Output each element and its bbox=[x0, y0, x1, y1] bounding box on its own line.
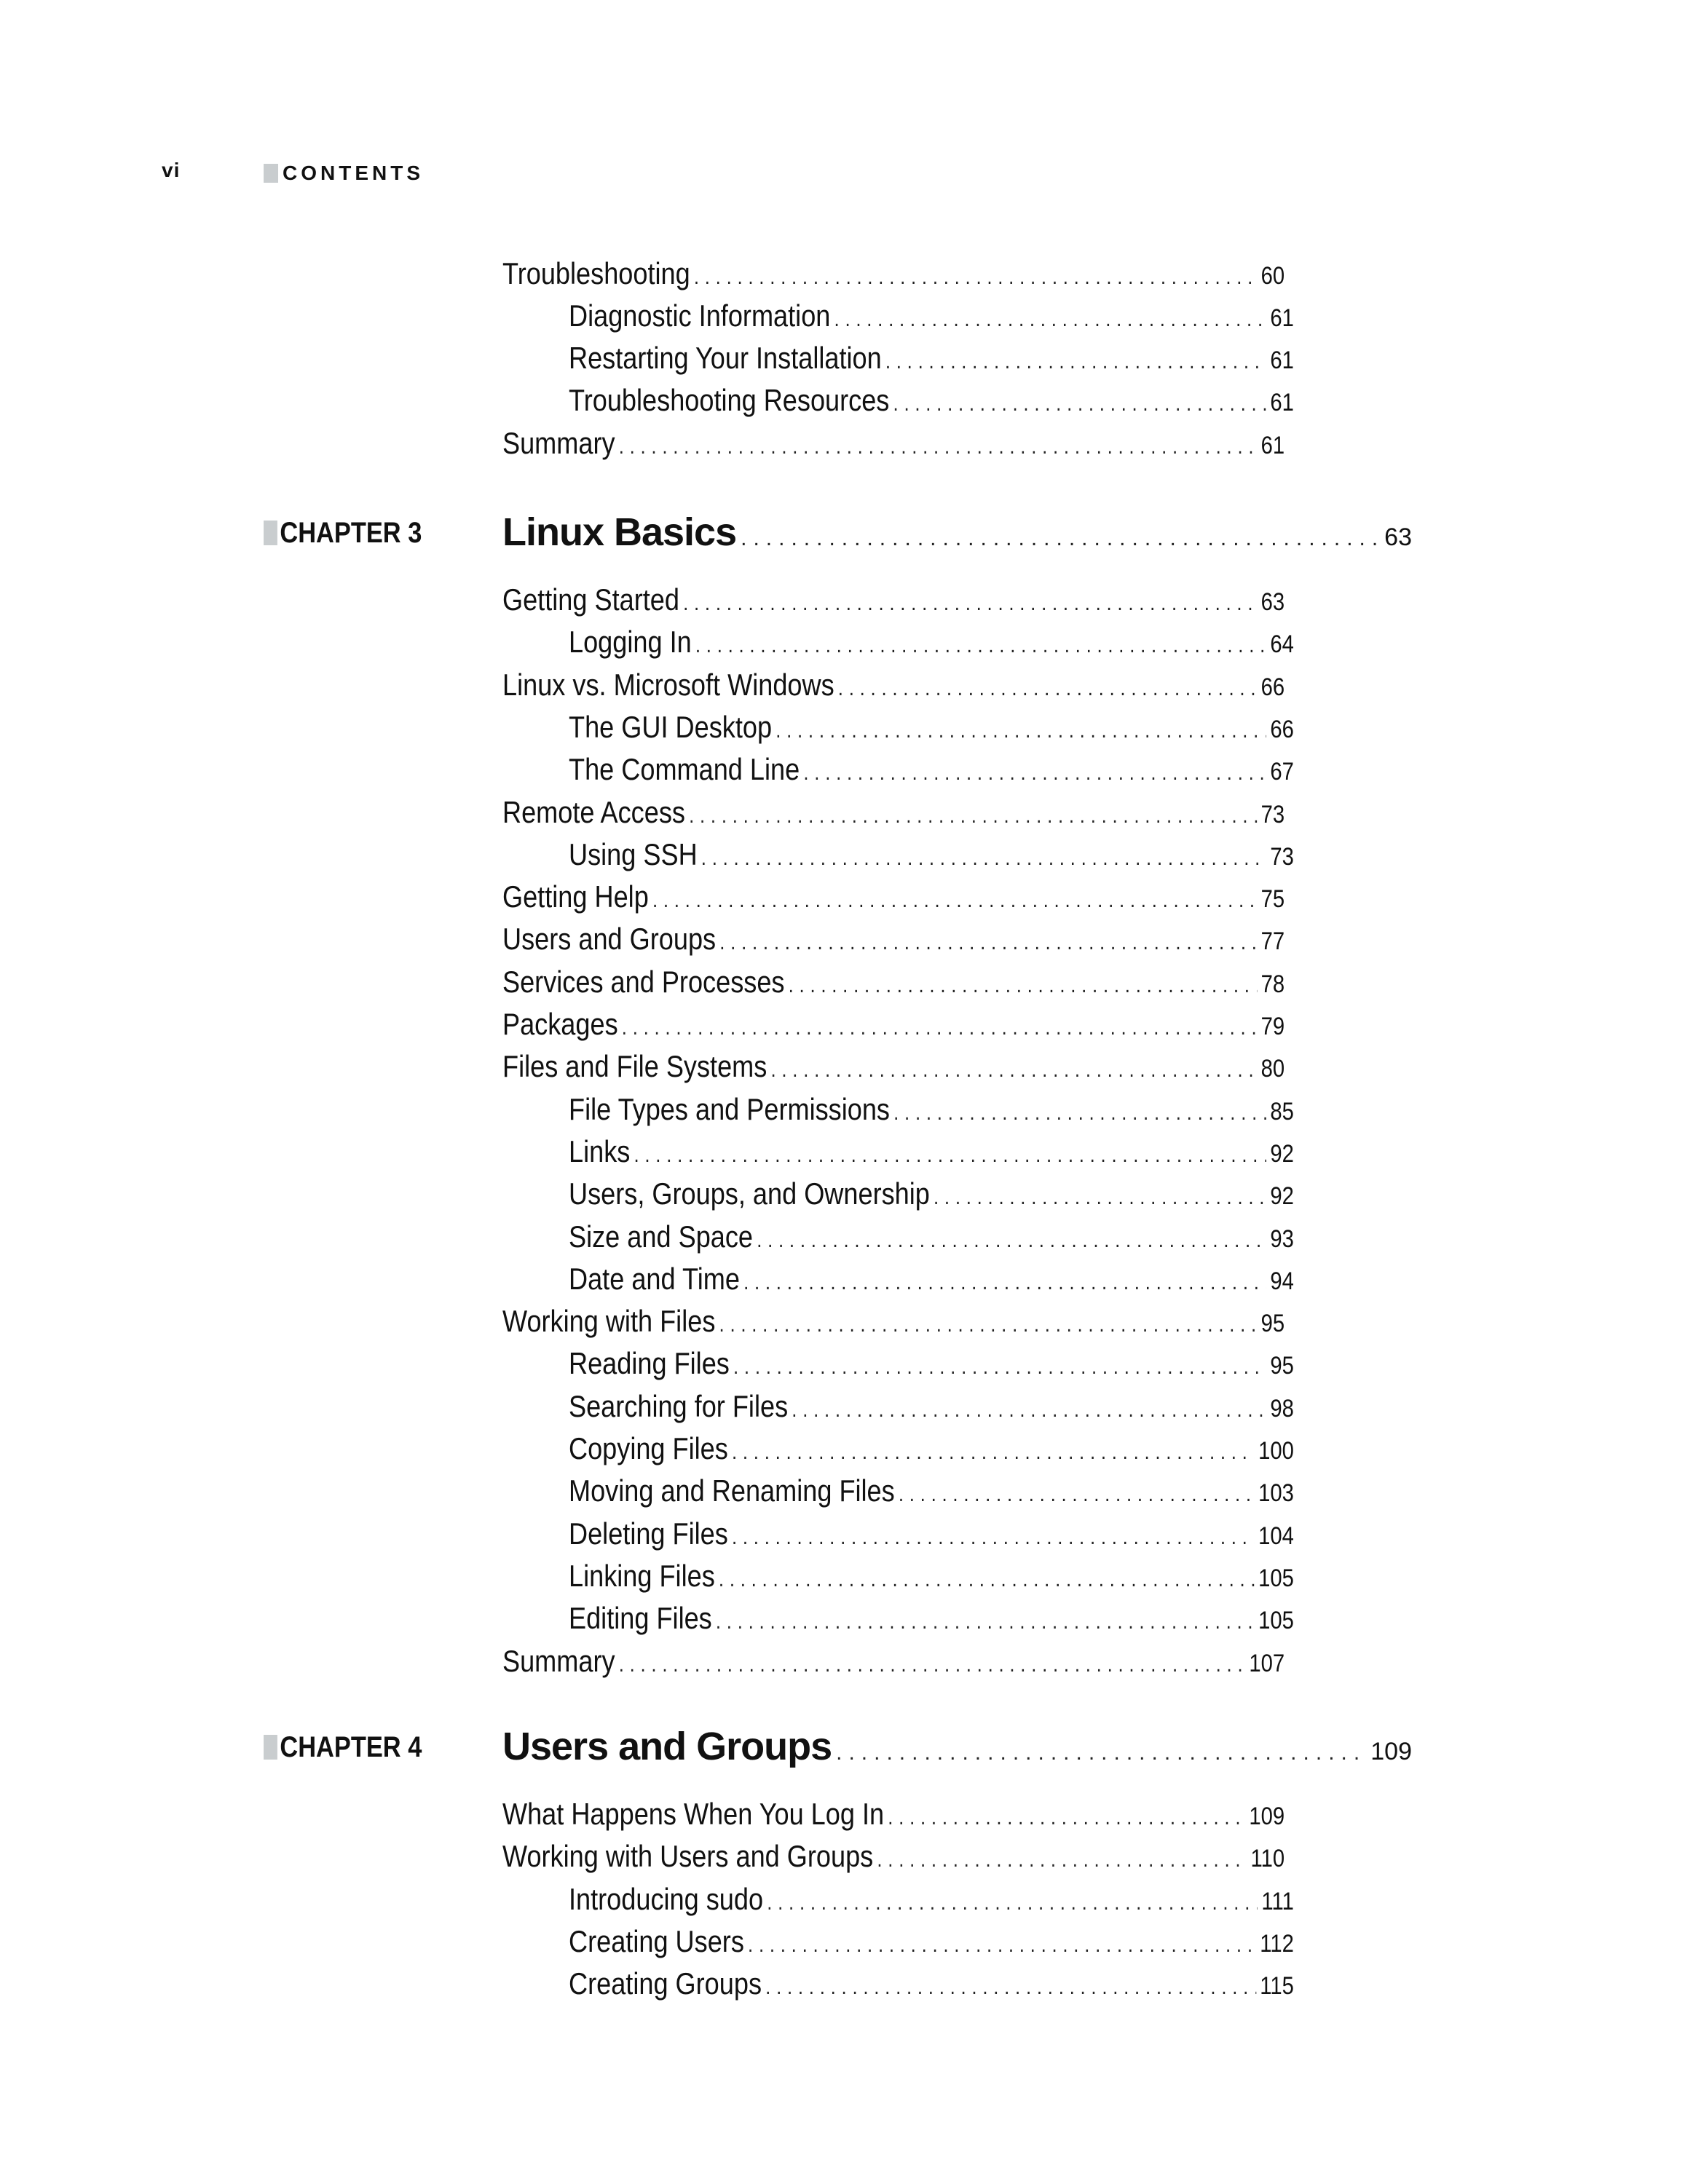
toc-entry-label: Editing Files bbox=[569, 1601, 712, 1636]
running-head-marker bbox=[264, 164, 278, 183]
leader-dots bbox=[776, 719, 1266, 743]
toc-entry-label: The GUI Desktop bbox=[569, 709, 773, 744]
leader-dots bbox=[934, 1185, 1266, 1210]
toc-entry-page: 115 bbox=[1260, 1972, 1294, 2001]
leader-dots bbox=[719, 930, 1257, 955]
toc-entry-page: 61 bbox=[1260, 432, 1285, 459]
toc-entry-page: 109 bbox=[1249, 1803, 1285, 1830]
chapter-marker bbox=[264, 521, 277, 545]
toc-entry-page: 111 bbox=[1261, 1887, 1294, 1915]
leader-dots bbox=[770, 1058, 1257, 1083]
leader-dots bbox=[689, 804, 1257, 828]
toc-entry-label: Troubleshooting bbox=[502, 256, 690, 290]
leader-dots bbox=[803, 761, 1266, 786]
toc-entry-page: 107 bbox=[1249, 1649, 1285, 1677]
toc-entry[interactable] bbox=[569, 837, 1294, 872]
chapter-marker bbox=[264, 1735, 277, 1760]
chapter-title-line bbox=[502, 1724, 1412, 1769]
leader-dots bbox=[743, 1270, 1266, 1295]
toc-entry[interactable] bbox=[502, 1797, 1284, 1832]
toc-entry-page: 78 bbox=[1260, 970, 1285, 998]
toc-entry-page: 66 bbox=[1260, 673, 1285, 701]
toc-entry[interactable] bbox=[569, 625, 1294, 660]
toc-entry-page: 105 bbox=[1258, 1564, 1294, 1592]
toc-entry[interactable] bbox=[569, 1559, 1294, 1594]
toc-entry[interactable] bbox=[502, 668, 1284, 703]
toc-entry-label: Working with Users and Groups bbox=[502, 1839, 874, 1874]
toc-entry-page: 79 bbox=[1260, 1013, 1285, 1040]
leader-dots bbox=[748, 1933, 1256, 1958]
leader-dots bbox=[893, 1101, 1266, 1125]
toc-entry[interactable] bbox=[569, 341, 1294, 376]
toc-entry-page: 75 bbox=[1260, 885, 1285, 914]
page-number: vi bbox=[162, 159, 181, 181]
toc-entry[interactable] bbox=[502, 1007, 1284, 1042]
leader-dots bbox=[619, 435, 1258, 459]
toc-entry[interactable] bbox=[569, 710, 1294, 745]
chapter-3-heading[interactable] bbox=[264, 510, 1412, 555]
leader-dots bbox=[792, 1398, 1266, 1423]
toc-entry-label: Summary bbox=[502, 426, 615, 460]
chapter-4-label bbox=[264, 1731, 469, 1764]
leader-dots bbox=[622, 1016, 1258, 1040]
chapter-3-title: Linux Basics bbox=[502, 510, 737, 554]
toc-entry[interactable] bbox=[569, 1346, 1294, 1381]
leader-dots bbox=[834, 307, 1267, 332]
toc-entry-label: Creating Groups bbox=[569, 1966, 762, 2001]
toc-entry[interactable] bbox=[502, 965, 1284, 1000]
toc-entry-page: 63 bbox=[1260, 588, 1285, 616]
leader-dots bbox=[634, 1143, 1266, 1168]
leader-dots bbox=[789, 973, 1258, 998]
leader-dots bbox=[732, 1440, 1255, 1465]
toc-entry-page: 105 bbox=[1258, 1607, 1294, 1635]
toc-entry-label: Copying Files bbox=[569, 1431, 728, 1465]
toc-entry-label: Searching for Files bbox=[569, 1388, 789, 1423]
toc-entry-label: Diagnostic Information bbox=[569, 298, 831, 333]
toc-entry[interactable] bbox=[569, 1092, 1294, 1127]
leader-dots bbox=[732, 1525, 1255, 1550]
chapter-title-line bbox=[502, 510, 1412, 555]
toc-entry-label: Linking Files bbox=[569, 1558, 715, 1593]
toc-entry-label: Logging In bbox=[569, 625, 692, 660]
chapter-4-title: Users and Groups bbox=[502, 1725, 832, 1768]
leader-dots bbox=[885, 349, 1266, 374]
toc-entry-page: 95 bbox=[1270, 1352, 1294, 1380]
leader-dots bbox=[695, 633, 1266, 658]
leader-dots bbox=[619, 1653, 1245, 1677]
toc-entry-page: 104 bbox=[1258, 1522, 1294, 1550]
leader-dots bbox=[733, 1355, 1266, 1380]
toc-entry[interactable] bbox=[569, 1219, 1294, 1254]
toc-entry-page: 110 bbox=[1250, 1845, 1285, 1873]
leader-dots bbox=[767, 1891, 1258, 1915]
toc-entry-page: 94 bbox=[1270, 1267, 1294, 1295]
leader-dots bbox=[838, 676, 1258, 701]
chapter-4-heading[interactable] bbox=[264, 1724, 1412, 1769]
toc-entry-label: Users and Groups bbox=[502, 922, 717, 957]
toc-entry-page: 66 bbox=[1270, 715, 1294, 743]
running-head bbox=[264, 162, 424, 185]
toc-entry[interactable] bbox=[569, 1262, 1294, 1297]
leader-dots bbox=[836, 1741, 1366, 1765]
toc-entry-label: Moving and Renaming Files bbox=[569, 1473, 895, 1508]
toc-entry-label: Getting Started bbox=[502, 582, 679, 617]
toc-entry-page: 92 bbox=[1270, 1182, 1294, 1211]
toc-entry-page: 85 bbox=[1270, 1097, 1294, 1125]
toc-entry[interactable] bbox=[569, 1516, 1294, 1551]
toc-entry-page: 61 bbox=[1270, 389, 1294, 416]
toc-entry-page: 100 bbox=[1258, 1437, 1294, 1465]
leader-dots bbox=[701, 846, 1266, 871]
leader-dots bbox=[719, 1313, 1258, 1337]
toc-entry[interactable] bbox=[502, 1049, 1284, 1084]
leader-dots bbox=[719, 1567, 1255, 1592]
toc-entry[interactable] bbox=[569, 1431, 1294, 1466]
toc-entry[interactable] bbox=[569, 1473, 1294, 1508]
toc-entry[interactable] bbox=[569, 383, 1294, 418]
leader-dots bbox=[893, 392, 1267, 416]
toc-entry-label: Introducing sudo bbox=[569, 1881, 764, 1916]
toc-entry-label: The Command Line bbox=[569, 752, 800, 787]
leader-dots bbox=[877, 1848, 1247, 1872]
toc-entry-page: 103 bbox=[1258, 1479, 1294, 1508]
toc-entry-page: 64 bbox=[1270, 630, 1294, 659]
toc-entry-label: Restarting Your Installation bbox=[569, 341, 882, 375]
toc-entry-label: File Types and Permissions bbox=[569, 1091, 890, 1126]
toc-entry-label: Packages bbox=[502, 1007, 618, 1041]
toc-entry-label: Services and Processes bbox=[502, 964, 785, 999]
toc-entry-label: What Happens When You Log In bbox=[502, 1797, 885, 1831]
leader-dots bbox=[757, 1228, 1266, 1253]
leader-dots bbox=[683, 591, 1257, 616]
toc-entry[interactable] bbox=[502, 1839, 1284, 1874]
toc-entry-page: 95 bbox=[1260, 1310, 1285, 1338]
chapter-3-label bbox=[264, 517, 469, 550]
toc-entry[interactable] bbox=[569, 1966, 1294, 2001]
toc-entry-label: Users, Groups, and Ownership bbox=[569, 1176, 930, 1211]
toc-entry[interactable] bbox=[502, 426, 1284, 461]
chapter-3-page: 63 bbox=[1384, 523, 1412, 551]
toc-entry-label: Using SSH bbox=[569, 836, 698, 871]
toc-entry[interactable] bbox=[569, 1389, 1294, 1424]
toc-entry-page: 73 bbox=[1260, 800, 1285, 828]
toc-entry-label: Deleting Files bbox=[569, 1516, 728, 1551]
toc-entry-page: 77 bbox=[1260, 927, 1285, 956]
leader-dots bbox=[888, 1805, 1245, 1830]
leader-dots bbox=[716, 1610, 1255, 1634]
toc-entry[interactable] bbox=[502, 922, 1284, 957]
toc-entry-label: Creating Users bbox=[569, 1923, 744, 1958]
leader-dots bbox=[652, 888, 1258, 913]
leader-dots bbox=[765, 1975, 1256, 2000]
toc-entry-page: 93 bbox=[1270, 1224, 1294, 1253]
running-head-label: CONTENTS bbox=[283, 162, 424, 184]
toc-entry-label: Working with Files bbox=[502, 1304, 716, 1339]
toc-entry-page: 67 bbox=[1270, 758, 1294, 786]
toc-entry-label: Getting Help bbox=[502, 879, 649, 914]
toc-entry-label: Linux vs. Microsoft Windows bbox=[502, 667, 834, 702]
toc-entry-page: 60 bbox=[1260, 262, 1285, 290]
toc-entry-page: 92 bbox=[1270, 1139, 1294, 1168]
toc-entry[interactable] bbox=[569, 1601, 1294, 1636]
leader-dots bbox=[741, 526, 1380, 551]
toc-entry[interactable] bbox=[569, 1134, 1294, 1169]
toc-entry[interactable] bbox=[502, 795, 1284, 830]
toc-entry-label: Summary bbox=[502, 1643, 615, 1678]
toc-entry-page: 73 bbox=[1270, 842, 1294, 871]
toc-entry-label: Remote Access bbox=[502, 794, 685, 829]
toc-entry-page: 61 bbox=[1270, 347, 1294, 374]
toc-entry[interactable] bbox=[502, 256, 1284, 291]
chapter-number: CHAPTER 4 bbox=[280, 1730, 422, 1763]
toc-entry-label: Links bbox=[569, 1133, 631, 1168]
leader-dots bbox=[899, 1482, 1255, 1507]
toc-entry-label: Date and Time bbox=[569, 1261, 740, 1296]
toc-entry-page: 112 bbox=[1260, 1929, 1294, 1958]
chapter-4-page: 109 bbox=[1370, 1738, 1412, 1765]
toc-entry-page: 80 bbox=[1260, 1055, 1285, 1083]
toc-entry-page: 61 bbox=[1270, 304, 1294, 332]
toc-entry[interactable] bbox=[569, 1924, 1294, 1959]
toc-entry[interactable] bbox=[569, 752, 1294, 787]
toc-entry-page: 98 bbox=[1270, 1394, 1294, 1423]
toc-entry-label: Files and File Systems bbox=[502, 1049, 767, 1084]
toc-entry-label: Troubleshooting Resources bbox=[569, 383, 890, 417]
toc-entry[interactable] bbox=[502, 1644, 1284, 1679]
toc-entry[interactable] bbox=[569, 1176, 1294, 1211]
toc-entry[interactable] bbox=[569, 298, 1294, 333]
toc-entry[interactable] bbox=[569, 1882, 1294, 1917]
chapter-number: CHAPTER 3 bbox=[280, 516, 422, 549]
toc-entry-label: Size and Space bbox=[569, 1219, 754, 1254]
leader-dots bbox=[694, 265, 1258, 290]
toc-entry[interactable] bbox=[502, 1304, 1284, 1339]
toc-entry-label: Reading Files bbox=[569, 1346, 730, 1381]
toc-entry[interactable] bbox=[502, 879, 1284, 914]
toc-entry[interactable] bbox=[502, 582, 1284, 617]
